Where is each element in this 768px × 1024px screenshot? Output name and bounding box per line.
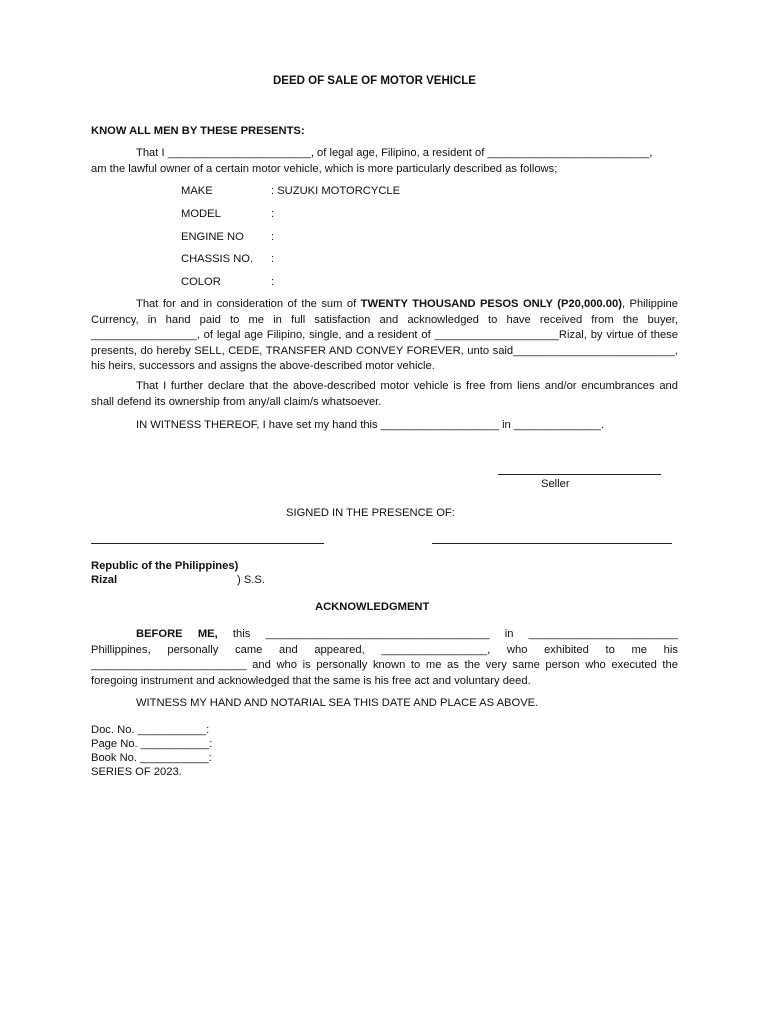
doc-no: Doc. No. ___________: <box>91 724 210 736</box>
book-no: Book No. ___________: <box>91 752 212 764</box>
consideration-amount: TWENTY THOUSAND PESOS ONLY (P20,000.00) <box>360 298 622 310</box>
consideration-paragraph <box>91 297 678 375</box>
model-value: : <box>271 208 275 220</box>
acknowledgment-heading: ACKNOWLEDGMENT <box>315 601 430 613</box>
owner-line-2: am the lawful owner of a certain motor vehicle, which is more particularly described as follows; <box>91 163 558 175</box>
intro-heading: KNOW ALL MEN BY THESE PRESENTS: <box>91 125 305 137</box>
make-label: MAKE <box>181 185 213 197</box>
engine-label: ENGINE NO <box>181 231 244 243</box>
acknowledgment-paragraph <box>91 627 678 689</box>
venue-country: Republic of the Philippines) <box>91 560 239 572</box>
chassis-label: CHASSIS NO. <box>181 253 254 265</box>
make-value: : SUZUKI MOTORCYCLE <box>271 185 401 197</box>
witness-signature-line-2 <box>432 543 672 544</box>
series-year: SERIES OF 2023. <box>91 766 182 778</box>
seller-label: Seller <box>541 478 570 490</box>
ack-rest: this ____________________________________ in ________________________ Phillippines, personally came and appeared, _________________, who exhibited to me his _________________________ and who is personally known to me as the very same person who executed the foregoing instrument and acknowledged that the same is his free act and voluntary deed. <box>91 628 678 687</box>
liens-text: That I further declare that the above-described motor vehicle is free from liens and/or encumbrances and shall defend its ownership from any/all claim/s whatsoever. <box>91 380 678 408</box>
document-title: DEED OF SALE OF MOTOR VEHICLE <box>273 75 476 87</box>
consideration-pre: That for and in consideration of the sum of <box>136 298 361 310</box>
model-label: MODEL <box>181 208 221 220</box>
liens-paragraph <box>91 379 678 410</box>
consideration-post: , Philippine Currency, in hand paid to me in full satisfaction and acknowledged to have received from the buyer, _________________, of legal age Filipino, single, and a resident of ____________________Rizal, by virtue of these presents, do hereby SELL, CEDE, TRANSFER AND CONVEY FOREVER, unto said__________________________, his heirs, successors and assigns the above-described motor vehicle. <box>91 298 678 372</box>
chassis-value: : <box>271 253 275 265</box>
witness-signature-line-1 <box>91 543 324 544</box>
ack-before-me: BEFORE ME, <box>136 628 218 640</box>
color-label: COLOR <box>181 276 221 288</box>
venue-province: Rizal <box>91 574 118 586</box>
color-value: : <box>271 276 275 288</box>
owner-line-1: That I _______________________, of legal age, Filipino, a resident of __________________________, <box>136 147 653 159</box>
venue-ss: ) S.S. <box>237 574 265 586</box>
signed-presence-heading: SIGNED IN THE PRESENCE OF: <box>286 507 455 519</box>
engine-value: : <box>271 231 275 243</box>
witness-thereof-line: IN WITNESS THEREOF, I have set my hand this ___________________ in ______________. <box>136 419 605 431</box>
notarial-witness-line: WITNESS MY HAND AND NOTARIAL SEA THIS DATE AND PLACE AS ABOVE. <box>136 697 539 709</box>
seller-signature-line <box>498 474 661 475</box>
page-no: Page No. ___________: <box>91 738 213 750</box>
